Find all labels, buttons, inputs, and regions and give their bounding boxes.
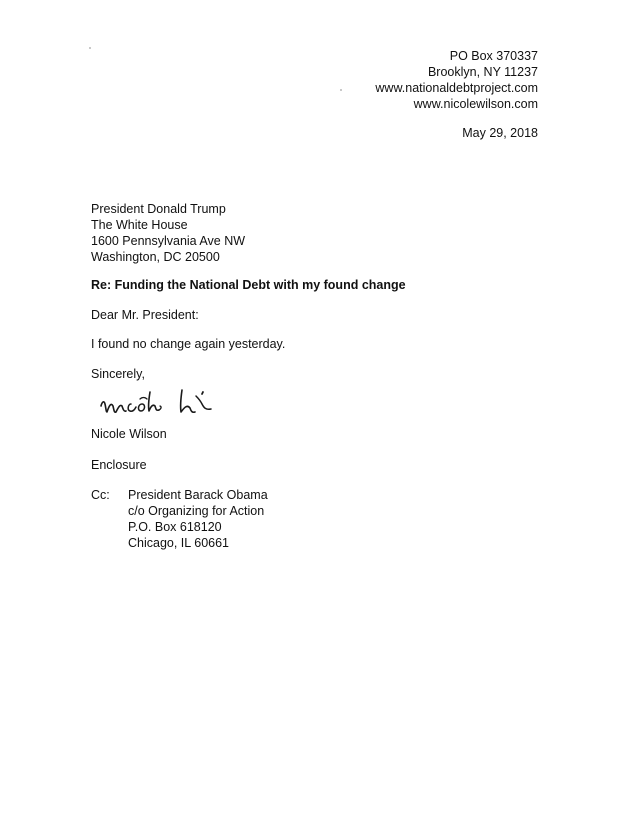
sender-website-2: www.nicolewilson.com xyxy=(413,97,538,111)
handwritten-signature xyxy=(98,382,248,422)
letter-body: I found no change again yesterday. xyxy=(91,337,286,351)
scan-speck xyxy=(340,89,342,91)
enclosure-note: Enclosure xyxy=(91,458,147,472)
sender-address-line1: PO Box 370337 xyxy=(449,49,538,63)
cc-line: President Barack Obama xyxy=(128,488,268,502)
sender-address-line2: Brooklyn, NY 11237 xyxy=(427,65,538,79)
letter-closing: Sincerely, xyxy=(91,367,145,381)
signer-name: Nicole Wilson xyxy=(91,427,167,441)
sender-website-1: www.nationaldebtproject.com xyxy=(375,81,538,95)
scan-speck xyxy=(89,47,91,49)
cc-line: c/o Organizing for Action xyxy=(128,504,265,518)
letter-subject: Re: Funding the National Debt with my found change xyxy=(91,278,406,292)
recipient-city: Washington, DC 20500 xyxy=(91,250,220,264)
recipient-name: President Donald Trump xyxy=(91,202,226,216)
letter-date: May 29, 2018 xyxy=(462,126,538,140)
cc-line: Chicago, IL 60661 xyxy=(128,536,230,550)
recipient-street: 1600 Pennsylvania Ave NW xyxy=(91,234,246,248)
recipient-org: The White House xyxy=(91,218,188,232)
cc-label: Cc: xyxy=(91,488,110,502)
letter-salutation: Dear Mr. President: xyxy=(91,308,199,322)
cc-line: P.O. Box 618120 xyxy=(128,520,222,534)
